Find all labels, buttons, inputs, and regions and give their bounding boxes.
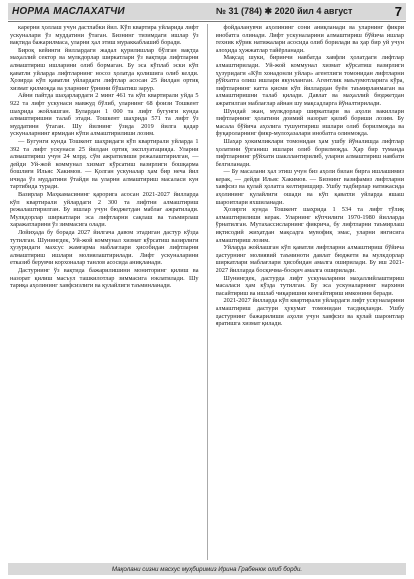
paragraph: Лойиҳада бу борада 2027 йилгача давом этадиган дастур кўзда тутилган. Шунингдек, Уй-жой коммунал хизмат кўрсатиш вазирлиги ҳузуридаги махсус жамғарма маблағлари ҳисобидан лифтларни алмаштириш ишлари молиялаштирилади. Лифт ускуналарини етказиб берувчи корхоналар танлов асосида аниқланади. [10,229,199,267]
paragraph: Шунингдек, дастурда лифт ускуналарини маҳаллийлаштириш масаласи ҳам кўзда тутилган. Бу эса ускуналарнинг нархини пасайтириш ва ишлаб чиқаришни кенгайтириш имконини беради. [215,274,404,297]
page-footer [8,563,406,575]
paragraph: Вазирлар Маҳкамасининг қарорига асосан 2021-2027 йилларда кўп квартирали уйлардаги 2 300 та лифтни алмаштириш режалаштирилган. Бу ишлар учун бюджетдан маблағ ажратилади. Мулкдорлар ширкатлари эса лифтларни сақлаш ва таъмирлаш харажатларини ўз зиммасига олади. [10,191,199,229]
column-divider [207,24,208,560]
paragraph: Мақсад шуки, биринчи навбатда хавфли ҳолатдаги лифтлар алмаштирилади. Уй-жой коммунал хизмат кўрсатиш вазирлиги ҳузуридаги «Кўп хонадонли уйлар» агентлиги томонидан лифтларни рўйхатга олиш ишлари якунланган. Агентлик маълумотларига кўра, лифтларнинг катта қисми кўп йиллардан буён таъмирланмаган ва алмаштиришни талаб қилади. Давлат ва маҳаллий бюджетдан ажратилган маблағлар айнан шу мақсадларга йўналтирилади. [215,54,404,107]
paragraph: 2021-2027 йилларда кўп квартирали уйлардаги лифт ускуналарини алмаштириш дастури ҳукумат томонидан тасдиқланди. Ушбу дастурнинг бажарилиши аҳоли учун хавфсиз ва қулай шароитлар яратишга хизмат қилади. [215,297,404,328]
article-column-right [216,24,405,560]
paragraph: фойдаланувчи аҳолининг сони аниқланади ва уларнинг фикри инобатга олинади. Лифт ускуналарини алмаштириш бўйича ишлар техник кўрик натижалари асосида олиб борилади ва ҳар бир уй учун алоҳида ҳужжатлар тайёрланади. [215,24,404,54]
paragraph: — Бугунги кунда Тошкент шаҳридаги кўп квартирали уйларда 1 392 та лифт ускунаси 25 йилдан ортиқ эксплуатацияда. Уларни алмаштириш учун 24 млрд. сўм ажратилиши режалаштирилган, — дейди Уй-жой коммунал хизмат кўрсатиш вазирлиги бошқарма бошлиғи Ильяс Хакимов. — Қолган ускуналар ҳам бир неча йил ичида ўз муддатини ўтайди ва уларни алмаштириш масаласи кун тартибида туради. [10,137,199,191]
paragraph: Ҳозирги кунда Тошкент шаҳрида 1 534 та лифт тўлиқ алмаштирилиши керак. Уларнинг кўпчилиги 1970-1980 йилларда ўрнатилган. Мутахассисларнинг фикрича, бу лифтларни таъмирлаш иқтисодий жиҳатдан мақсадга мувофиқ эмас, уларни янгисига алмаштириш лозим. [215,206,404,244]
article-columns [10,24,404,560]
paragraph: Шаҳар ҳокимликлари томонидан ҳам ушбу йўналишда лифтлар ҳолатини ўрганиш ишлари олиб борилмоқда. Ҳар бир туманда лифтларнинг рўйхати шакллантирилиб, уларни алмаштириш навбати белгиланади. [215,137,404,168]
paragraph: Шундай экан, мулкдорлар ширкатлари ва аҳоли вакиллари лифтларнинг ҳолатини доимий назорат қилиб бориши лозим. Бу масала бўйича аҳолига тушунтириш ишлари олиб борилмоқда ва фуқароларнинг фикр-мулоҳазалари инобатга олинмоқда. [215,107,404,138]
page-number: 7 [394,4,402,19]
page-header [8,3,406,20]
masthead-title: НОРМА МАСЛАХАТЧИ [12,6,125,17]
issue-info: № 31 (784) ✱ 2020 йил 4 август [216,6,353,16]
header-rule [8,21,406,22]
paragraph: — Бу масалани ҳал этиш учун биз аҳоли билан бирга ишлашимиз керак, — дейди Ильяс Хакимов. — Бизнинг вазифамиз лифтларни хавфсиз ва қулай ҳолатга келтиришдир. Ушбу тадбирлар натижасида аҳолининг қулайлиги ошади ва кўп қаватли уйларда яшаш шароитлари яхшиланади. [215,168,404,206]
paragraph: Уйларда жойлашган кўп қаватли лифтларни алмаштириш бўйича дастурнинг молиявий таъминоти давлат бюджети ва мулкдорлар ширкатлари маблағлари ҳисобидан амалга оширилади. Бу иш 2021-2027 йилларда босқичма-босқич амалга оширилади. [215,244,404,274]
paragraph: Дастурнинг ўз вақтида бажарилишини мониторинг қилиш ва назорат қилиш масъул ташкилотлар зиммасига юклатилади. Шу тариқа аҳолининг хавфсизлиги ва қулайлиги таъминланади. [10,267,199,290]
paragraph: карерни ҳоллаш учун дастлабки йил. Кўп квартира уйларида лифт ускуналари ўз муддатини ўтаган. Бизнинг тизимдаги ишлар ўз вақтида бажарилмаса, уларни ҳал этиш мураккаблашиб боради. [10,24,199,47]
footer-caption: Мақолани сизни масхус муҳбиримиз Ирина Грабенюк олиб борди. [111,565,303,573]
paragraph: Бироқ кейинги йиллардаги жадал қурилишлар бўлган вақтда маҳаллий сектор ва мулкдорлар ширкатлари ўз вақтида лифтларни алмаштириш ишларини олиб бормаган. Бу эса кўплаб эски кўп қаватли уйларда лифтларнинг носоз ҳолатда қолишига олиб келди. Ҳозирда кўп қаватли уйлардаги лифтлар асосан 25 йилдан ортиқ хизмат қилмоқда ва уларнинг ўрнини бўшатиш зарур. [10,46,199,92]
paragraph: Айни пайтда шаҳарлардаги 2 минг 461 та кўп квартирали уйда 5 922 та лифт ускунаси мавжуд бўлиб, уларнинг 68 фоизи Тошкент шаҳрида жойлашган. Булардан 1 000 та лифт бугунги кунда алмаштиришни талаб этади. Тошкент шаҳрида 571 та лифт ўз муддатини ўтаган. Шу йилнинг ўзида 2019 йилга қадар ускуналарнинг ярмидан кўпи алмаштирилиши лозим. [10,92,199,138]
article-column-left [10,24,199,560]
